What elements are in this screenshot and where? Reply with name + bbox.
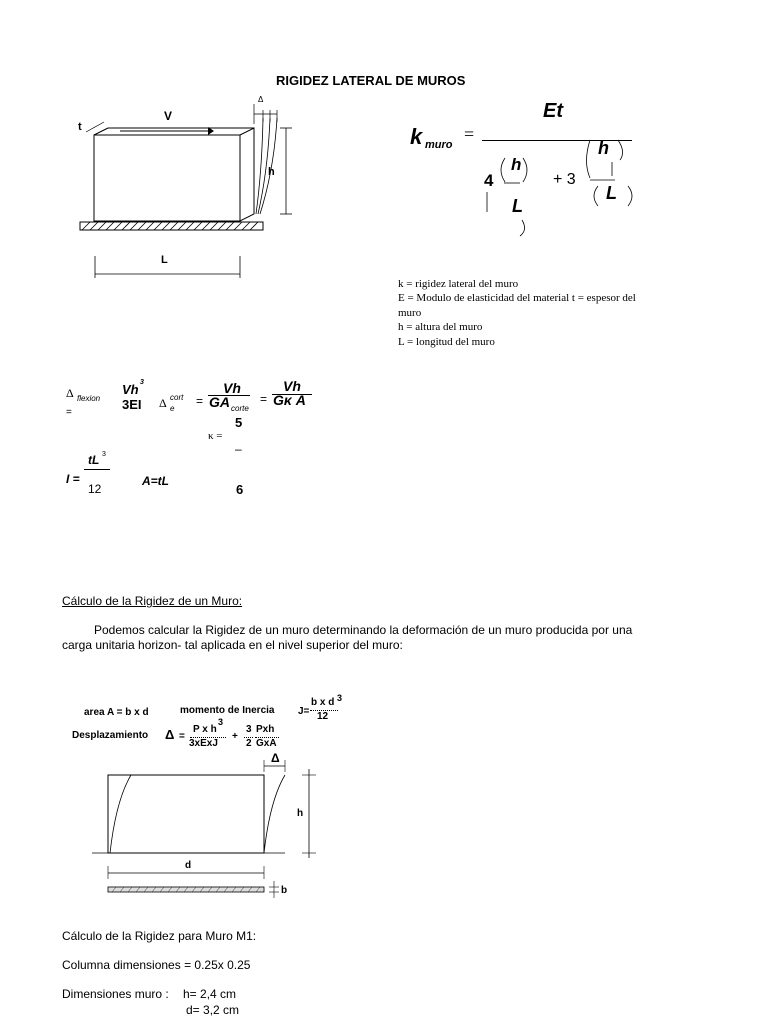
- kappa-dash: –: [235, 442, 242, 456]
- section-strip: [108, 887, 264, 892]
- tl3-exponent: 3: [102, 451, 106, 458]
- deflected-left: [110, 775, 131, 853]
- diagram2-b: b: [281, 885, 288, 896]
- legend-h: h = altura del muro: [398, 321, 483, 334]
- kappa-five: 5: [235, 415, 243, 430]
- k-symbol: k: [410, 124, 423, 149]
- vh-numerator: Vh: [223, 380, 241, 396]
- three-numerator: 3: [246, 724, 252, 735]
- corte-equals: =: [196, 394, 204, 408]
- legend-k: k = rigidez lateral del muro: [398, 278, 519, 290]
- gk-equals: =: [260, 392, 268, 406]
- section-paragraph: [62, 623, 662, 653]
- label-delta: Δ: [258, 95, 264, 104]
- momento-label: momento de Inercia: [180, 705, 275, 716]
- wall-side: [240, 128, 254, 221]
- section-heading: Cálculo de la Rigidez de un Muro:: [62, 594, 243, 608]
- j-twelve: 12: [317, 711, 329, 722]
- den-3xexj: 3xExJ: [189, 738, 218, 749]
- label-l: L: [161, 254, 168, 266]
- ga-denominator: GA: [209, 394, 230, 410]
- k-h2: h: [598, 138, 609, 158]
- j-equals: J=: [298, 706, 310, 717]
- legend-l: L = longitud del muro: [398, 335, 495, 348]
- diagram2-d: d: [185, 860, 192, 871]
- k-fraction-bar: [482, 140, 632, 141]
- delta-corte-symbol: Δ: [159, 396, 167, 410]
- vh-numerator-2: Vh: [283, 378, 301, 394]
- k-equals: =: [464, 124, 475, 144]
- label-v: V: [164, 109, 173, 123]
- k-numerator: Et: [543, 100, 563, 122]
- area-eq: A=tL: [142, 474, 169, 488]
- bxd-numerator: b x d: [311, 697, 335, 708]
- vh3-exponent: 3: [140, 379, 144, 386]
- k-four: 4: [484, 171, 494, 190]
- pxh-numerator: P x h: [193, 724, 217, 735]
- pxh2-numerator: Pxh: [256, 724, 275, 735]
- dimensiones-label: Dimensiones muro :: [62, 987, 169, 1001]
- inertia-equals: I =: [66, 472, 80, 486]
- columna-dimensiones: Columna dimensiones = 0.25x 0.25: [62, 958, 251, 972]
- vh3-numerator: Vh: [122, 382, 139, 397]
- m1-h-value: h= 2,4 cm: [183, 987, 237, 1001]
- desp-delta: Δ: [165, 727, 175, 742]
- k-l1: L: [512, 196, 523, 216]
- m1-d-value: d= 3,2 cm: [186, 1003, 240, 1017]
- kappa-six: 6: [236, 482, 244, 497]
- area-formula: area A = b x d: [84, 707, 149, 718]
- pxh-exponent: 3: [218, 717, 224, 727]
- wall-rect: [108, 775, 264, 853]
- bxd-exponent: 3: [337, 693, 343, 703]
- legend-e-t: E = Modulo de elasticidad del material t = espesor del muro: [398, 292, 636, 319]
- k-plus-three: + 3: [553, 171, 576, 188]
- variable-legend: [398, 277, 648, 349]
- paragraph-text: Podemos calcular la Rigidez de un muro determinando la deformación de un muro producida por una carga unitaria horizon- tal aplicada en el nivel superior del muro:: [62, 623, 633, 652]
- wall-front: [94, 135, 240, 221]
- kappa-equals: κ =: [208, 430, 223, 442]
- page-title: RIGIDEZ LATERAL DE MUROS: [276, 73, 466, 88]
- diagram2-delta: Δ: [271, 751, 280, 765]
- k-l2: L: [606, 183, 617, 203]
- delta-flexion-symbol: Δ: [66, 386, 74, 400]
- corte-subscript: corte: [231, 404, 249, 413]
- desp-equals: =: [179, 731, 185, 742]
- tl3-numerator: tL: [88, 453, 100, 467]
- gk-a-denominator: Gκ A: [273, 392, 306, 408]
- load-arrow-head: [208, 127, 214, 135]
- plus-sign: +: [232, 731, 238, 742]
- ground-hatch: [80, 222, 263, 230]
- flexion-subscript: flexion: [77, 394, 101, 403]
- k-subscript: muro: [425, 139, 453, 151]
- deflected-right: [264, 775, 285, 853]
- twelve-denominator: 12: [88, 482, 102, 496]
- diagram2-h: h: [297, 808, 304, 819]
- label-h: h: [268, 166, 275, 178]
- den-3ei: 3EI: [122, 397, 142, 412]
- fraction-bar-i: [84, 469, 110, 470]
- deflected-curve: [256, 118, 263, 214]
- two-denominator: 2: [246, 738, 252, 749]
- desplazamiento-label: Desplazamiento: [72, 730, 149, 741]
- flexion-equals: =: [66, 407, 72, 418]
- e-subscript: e: [170, 404, 175, 413]
- k-h1: h: [511, 155, 522, 174]
- cort-superscript: cort: [170, 393, 184, 402]
- gxa-denominator: GxA: [256, 738, 277, 749]
- label-t: t: [78, 121, 82, 133]
- m1-heading: Cálculo de la Rigidez para Muro M1:: [62, 929, 257, 943]
